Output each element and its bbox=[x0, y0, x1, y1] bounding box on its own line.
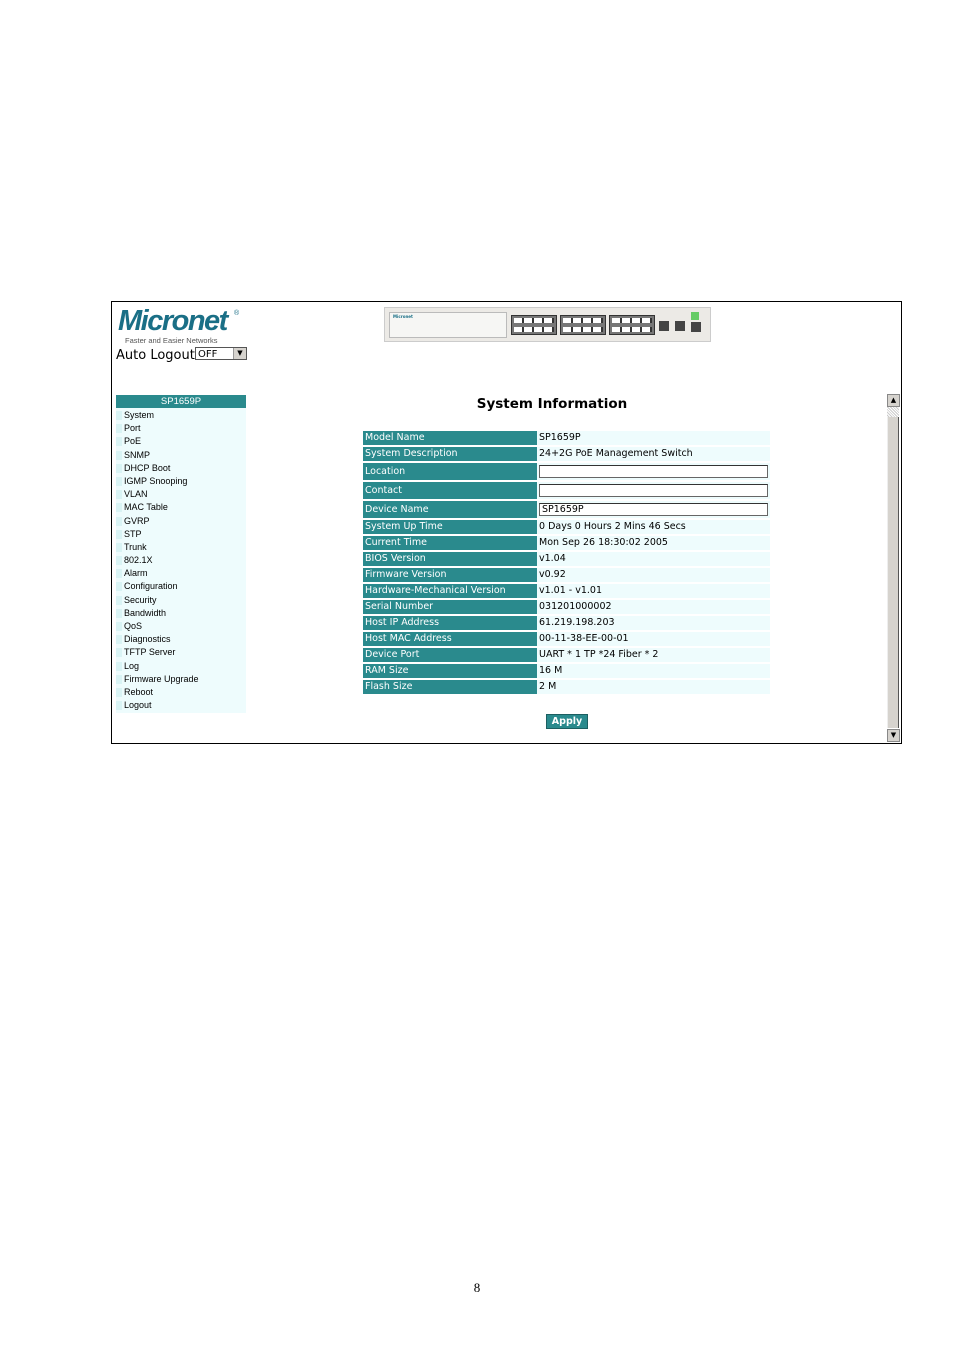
chevron-down-icon[interactable]: ▼ bbox=[233, 348, 246, 359]
port-group-1 bbox=[511, 315, 557, 335]
sidebar-item-label: Bandwidth bbox=[124, 607, 167, 618]
row-value: Mon Sep 26 18:30:02 2005 bbox=[537, 536, 770, 550]
sidebar-item-label: System bbox=[124, 410, 155, 420]
apply-button[interactable]: Apply bbox=[546, 714, 588, 729]
sidebar-item-vlan[interactable] bbox=[116, 488, 246, 501]
table-row bbox=[363, 664, 770, 678]
row-value: 16 M bbox=[537, 664, 770, 678]
sidebar-item-port[interactable] bbox=[116, 422, 246, 435]
sidebar-item-label: Reboot bbox=[124, 686, 154, 697]
table-row bbox=[363, 680, 770, 694]
row-value-cell bbox=[537, 463, 770, 480]
system-info-table bbox=[363, 429, 770, 696]
row-label: Model Name bbox=[363, 431, 537, 445]
sidebar-item-label: Firmware Upgrade bbox=[124, 673, 199, 684]
row-value: 61.219.198.203 bbox=[537, 616, 770, 630]
sidebar-item-mac-table[interactable] bbox=[116, 501, 246, 514]
table-row bbox=[363, 431, 770, 445]
scrollbar-thumb[interactable] bbox=[887, 407, 899, 728]
logo-registered-mark: ® bbox=[234, 310, 240, 317]
table-row bbox=[363, 552, 770, 566]
bullet-icon bbox=[116, 490, 122, 499]
sidebar-item-reboot[interactable] bbox=[116, 686, 246, 699]
row-value: 031201000002 bbox=[537, 600, 770, 614]
bullet-icon bbox=[116, 635, 122, 644]
sidebar-item-label: Log bbox=[124, 660, 140, 671]
table-row bbox=[363, 584, 770, 598]
table-row bbox=[363, 463, 770, 480]
device-brand: Micronet bbox=[393, 314, 413, 319]
row-value: 24+2G PoE Management Switch bbox=[537, 447, 770, 461]
page-title: System Information bbox=[476, 396, 628, 412]
sidebar-item-label: IGMP Snooping bbox=[124, 475, 188, 486]
port-group-2 bbox=[560, 315, 606, 335]
console-port bbox=[691, 322, 701, 332]
bullet-icon bbox=[116, 609, 122, 618]
sidebar-item-label: 802.1X bbox=[124, 555, 153, 566]
sidebar-item-label: DHCP Boot bbox=[124, 462, 171, 473]
row-label: Device Name bbox=[363, 501, 537, 518]
sidebar-item-label: STP bbox=[124, 528, 142, 539]
bullet-icon bbox=[116, 675, 122, 684]
sidebar-item-label: Security bbox=[124, 594, 157, 605]
row-label: RAM Size bbox=[363, 664, 537, 678]
row-label: System Description bbox=[363, 447, 537, 461]
sidebar-item-poe[interactable] bbox=[116, 435, 246, 448]
scrollbar-track[interactable] bbox=[887, 407, 899, 417]
sidebar-menu bbox=[116, 408, 246, 713]
device-faceplate bbox=[389, 312, 507, 338]
sidebar-header: SP1659P bbox=[116, 395, 246, 408]
sidebar-item-diagnostics[interactable] bbox=[116, 633, 246, 646]
contact-input[interactable] bbox=[539, 484, 768, 497]
sidebar-item-label: Alarm bbox=[124, 568, 148, 579]
row-label: BIOS Version bbox=[363, 552, 537, 566]
device-name-input[interactable] bbox=[539, 503, 768, 516]
sidebar-item-label: QoS bbox=[124, 621, 143, 631]
sidebar-item-configuration[interactable] bbox=[116, 580, 246, 593]
bullet-icon bbox=[116, 543, 122, 552]
sidebar-item-label: Diagnostics bbox=[124, 634, 171, 645]
sidebar-item-security[interactable] bbox=[116, 594, 246, 607]
bullet-icon bbox=[116, 424, 122, 433]
sidebar-item-alarm[interactable] bbox=[116, 567, 246, 580]
sidebar-item-label: Trunk bbox=[124, 541, 147, 552]
table-row bbox=[363, 616, 770, 630]
sidebar-item-label: Configuration bbox=[124, 581, 178, 592]
sidebar-item-bandwidth[interactable] bbox=[116, 607, 246, 620]
row-value: v1.04 bbox=[537, 552, 770, 566]
vertical-scrollbar[interactable] bbox=[887, 394, 900, 743]
row-label: Current Time bbox=[363, 536, 537, 550]
sidebar-item-dhcp-boot[interactable] bbox=[116, 462, 246, 475]
sidebar-item-snmp[interactable] bbox=[116, 449, 246, 462]
row-label: Contact bbox=[363, 482, 537, 499]
sidebar-item-tftp-server[interactable] bbox=[116, 646, 246, 659]
sidebar bbox=[116, 395, 246, 713]
sfp-port-2 bbox=[675, 321, 685, 331]
logo-tagline: Faster and Easier Networks bbox=[125, 336, 218, 345]
sidebar-item-label: SNMP bbox=[124, 449, 151, 460]
bullet-icon bbox=[116, 582, 122, 591]
bullet-icon bbox=[116, 530, 122, 539]
auto-logout-label: Auto Logout bbox=[116, 348, 195, 363]
sidebar-item-trunk[interactable] bbox=[116, 541, 246, 554]
row-value: 00-11-38-EE-00-01 bbox=[537, 632, 770, 646]
page-number: 8 bbox=[473, 1280, 481, 1295]
row-value: SP1659P bbox=[537, 431, 770, 445]
bullet-icon bbox=[116, 503, 122, 512]
sidebar-item-igmp-snooping[interactable] bbox=[116, 475, 246, 488]
sidebar-item-gvrp[interactable] bbox=[116, 515, 246, 528]
table-row bbox=[363, 568, 770, 582]
row-label: Hardware-Mechanical Version bbox=[363, 584, 537, 598]
row-value-cell bbox=[537, 501, 770, 518]
row-label: Serial Number bbox=[363, 600, 537, 614]
row-value: v1.01 - v1.01 bbox=[537, 584, 770, 598]
row-value: UART * 1 TP *24 Fiber * 2 bbox=[537, 648, 770, 662]
table-row bbox=[363, 447, 770, 461]
sidebar-item-stp[interactable] bbox=[116, 528, 246, 541]
bullet-icon bbox=[116, 648, 122, 657]
location-input[interactable] bbox=[539, 465, 768, 478]
port-group-3 bbox=[609, 315, 655, 335]
row-label: Flash Size bbox=[363, 680, 537, 694]
sidebar-item-qos[interactable] bbox=[116, 620, 246, 633]
row-value: 0 Days 0 Hours 2 Mins 46 Secs bbox=[537, 520, 770, 534]
auto-logout-select[interactable] bbox=[195, 347, 247, 360]
bullet-icon bbox=[116, 517, 122, 526]
table-row bbox=[363, 632, 770, 646]
bullet-icon bbox=[116, 556, 122, 565]
row-label: Host MAC Address bbox=[363, 632, 537, 646]
row-label: System Up Time bbox=[363, 520, 537, 534]
bullet-icon bbox=[116, 662, 122, 671]
bullet-icon bbox=[116, 688, 122, 697]
table-row bbox=[363, 501, 770, 518]
sidebar-item-label: VLAN bbox=[124, 489, 148, 500]
bullet-icon bbox=[116, 569, 122, 578]
switch-front-panel-image bbox=[384, 307, 711, 342]
row-label: Host IP Address bbox=[363, 616, 537, 630]
row-label: Device Port bbox=[363, 648, 537, 662]
table-row bbox=[363, 520, 770, 534]
bullet-icon bbox=[116, 451, 122, 460]
sidebar-item-802-1x[interactable] bbox=[116, 554, 246, 567]
sidebar-item-log[interactable] bbox=[116, 660, 246, 673]
logo-text: Micronet bbox=[118, 305, 227, 337]
sidebar-item-logout[interactable] bbox=[116, 699, 246, 712]
auto-logout-value: OFF bbox=[198, 349, 218, 360]
sidebar-item-firmware-upgrade[interactable] bbox=[116, 673, 246, 686]
row-label: Location bbox=[363, 463, 537, 480]
row-value: 2 M bbox=[537, 680, 770, 694]
sidebar-item-label: Port bbox=[124, 423, 141, 434]
browser-frame bbox=[111, 301, 902, 744]
sidebar-item-label: Logout bbox=[124, 700, 152, 711]
bullet-icon bbox=[116, 464, 122, 473]
table-row bbox=[363, 648, 770, 662]
sfp-port-1 bbox=[659, 321, 669, 331]
sidebar-item-label: MAC Table bbox=[124, 502, 168, 513]
bullet-icon bbox=[116, 596, 122, 605]
bullet-icon bbox=[116, 622, 122, 631]
sidebar-item-label: TFTP Server bbox=[124, 647, 176, 658]
scroll-up-icon[interactable]: ▲ bbox=[887, 394, 900, 407]
sidebar-item-system[interactable] bbox=[116, 409, 246, 422]
micronet-logo bbox=[118, 306, 248, 346]
scroll-down-icon[interactable]: ▼ bbox=[887, 729, 900, 742]
table-row bbox=[363, 536, 770, 550]
bullet-icon bbox=[116, 437, 122, 446]
row-value-cell bbox=[537, 482, 770, 499]
sidebar-item-label: PoE bbox=[124, 436, 142, 447]
sidebar-item-label: GVRP bbox=[124, 515, 150, 526]
row-label: Firmware Version bbox=[363, 568, 537, 582]
bullet-icon bbox=[116, 411, 122, 420]
row-value: v0.92 bbox=[537, 568, 770, 582]
status-led bbox=[691, 312, 699, 320]
bullet-icon bbox=[116, 477, 122, 486]
table-row bbox=[363, 482, 770, 499]
table-row bbox=[363, 600, 770, 614]
bullet-icon bbox=[116, 701, 122, 710]
